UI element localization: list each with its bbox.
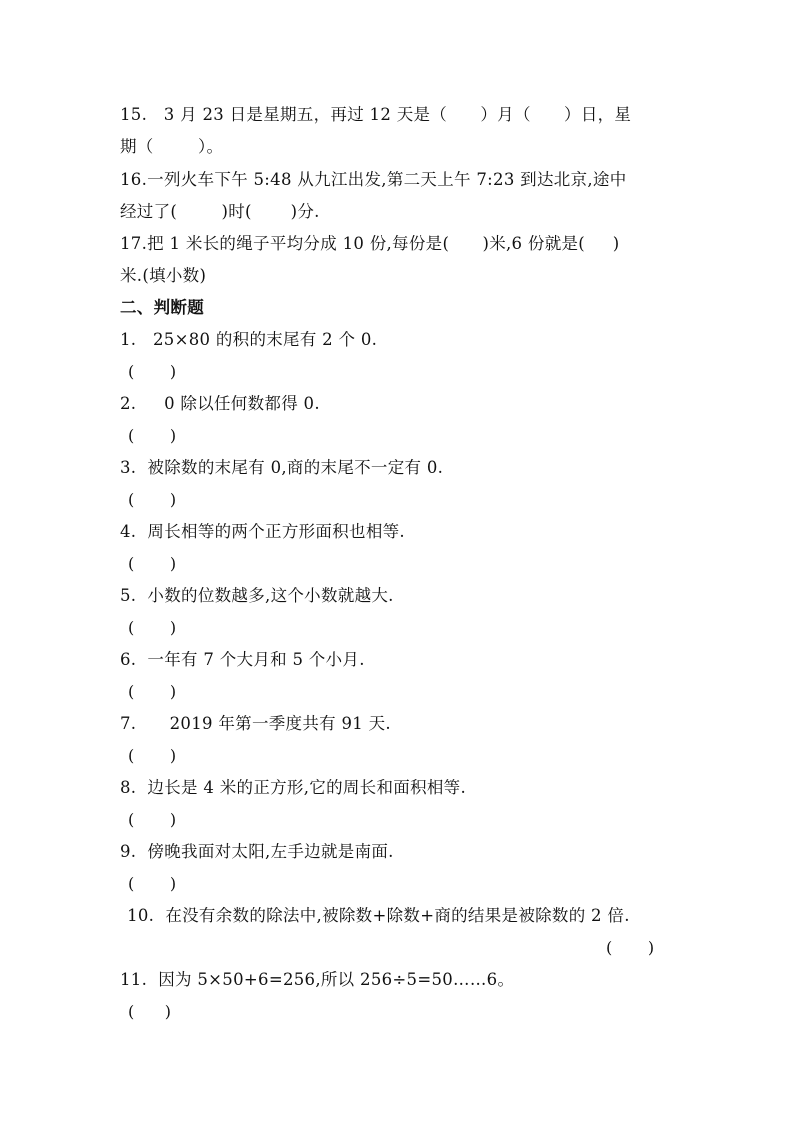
judgment-7-text: 7. 2019 年第一季度共有 91 天. xyxy=(120,714,391,733)
judgment-9-text: 9. 傍晚我面对太阳,左手边就是南面. xyxy=(120,842,394,861)
judgment-4-text: 4. 周长相等的两个正方形面积也相等. xyxy=(120,522,405,541)
judgment-4-answer-blank[interactable]: ( ) xyxy=(128,554,177,573)
judgment-6-text: 6. 一年有 7 个大月和 5 个小月. xyxy=(120,650,365,669)
judgment-5-answer-blank[interactable]: ( ) xyxy=(128,618,177,637)
judgment-8-text: 8. 边长是 4 米的正方形,它的周长和面积相等. xyxy=(120,778,467,797)
judgment-8-answer-blank[interactable]: ( ) xyxy=(128,810,177,829)
judgment-3-text: 3. 被除数的末尾有 0,商的末尾不一定有 0. xyxy=(120,458,444,477)
judgment-9-answer-blank[interactable]: ( ) xyxy=(128,874,177,893)
question-15-line-1: 15. 3 月 23 日是星期五，再过 12 天是（ ）月（ ）日，星 xyxy=(120,105,632,124)
judgment-3-answer-blank[interactable]: ( ) xyxy=(128,490,177,509)
judgment-11-text: 11. 因为 5×50+6=256,所以 256÷5=50……6。 xyxy=(120,970,515,989)
section-title-judgment: 二、判断题 xyxy=(120,298,204,317)
question-15-line-2: 期（ ）。 xyxy=(120,137,224,156)
question-17-line-2: 米.(填小数) xyxy=(120,266,207,285)
judgment-6-answer-blank[interactable]: ( ) xyxy=(128,682,177,701)
judgment-11-answer-blank[interactable]: ( ) xyxy=(128,1002,171,1021)
judgment-10-answer-blank[interactable]: ( ) xyxy=(606,938,655,957)
question-16-line-2: 经过了( )时( )分. xyxy=(120,202,320,221)
judgment-10-text: 10. 在没有余数的除法中,被除数+除数+商的结果是被除数的 2 倍. xyxy=(116,906,630,925)
question-16-line-1: 16.一列火车下午 5:48 从九江出发,第二天上午 7:23 到达北京,途中 xyxy=(120,170,627,189)
judgment-1-text: 1. 25×80 的积的末尾有 2 个 0. xyxy=(120,330,378,349)
judgment-1-answer-blank[interactable]: ( ) xyxy=(128,362,177,381)
question-17-line-1: 17.把 1 米长的绳子平均分成 10 份,每份是( )米,6 份就是( ) xyxy=(120,234,620,253)
judgment-7-answer-blank[interactable]: ( ) xyxy=(128,746,177,765)
judgment-2-text: 2. 0 除以任何数都得 0. xyxy=(120,394,320,413)
judgment-2-answer-blank[interactable]: ( ) xyxy=(128,426,177,445)
judgment-5-text: 5. 小数的位数越多,这个小数就越大. xyxy=(120,586,394,605)
